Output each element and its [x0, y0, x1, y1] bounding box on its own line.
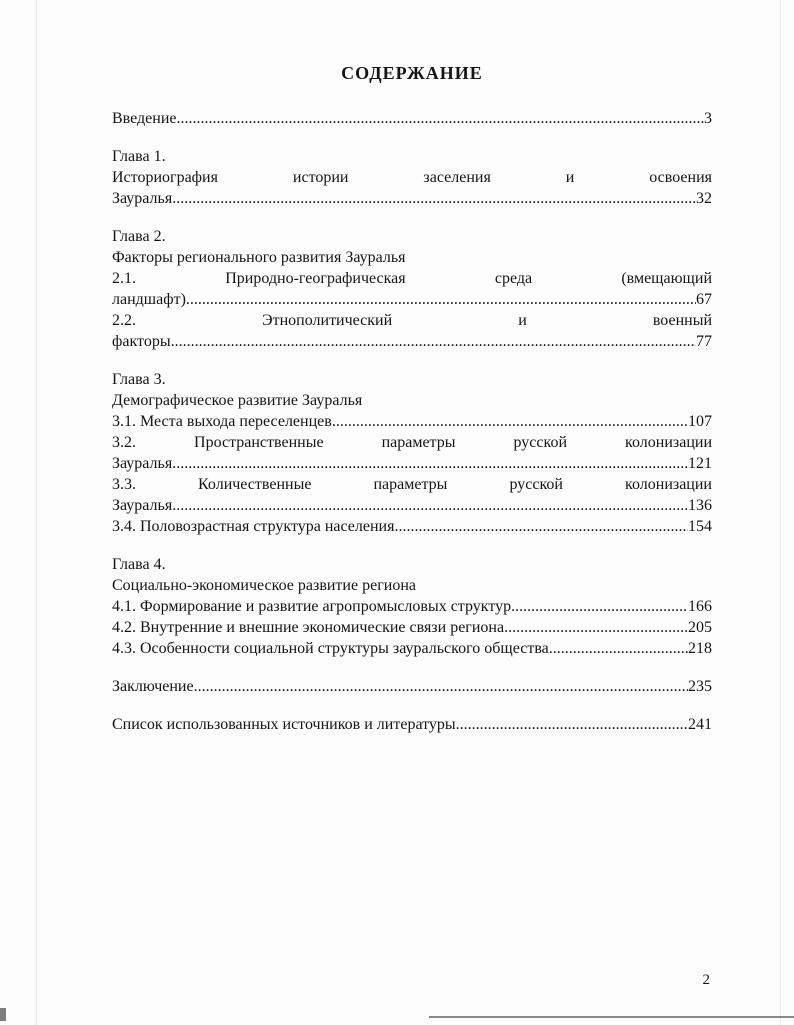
dot-leader [456, 714, 688, 735]
toc-line: Историография истории заселения и освоения [112, 169, 712, 186]
toc-line [112, 516, 712, 537]
toc-line [112, 638, 712, 659]
page-number: 2 [702, 972, 710, 988]
toc-line: Глава 4. [112, 556, 166, 573]
toc-entry-page: 241 [688, 716, 712, 733]
toc-line [112, 617, 712, 638]
toc-entry-text: Зауралья [112, 190, 173, 207]
toc-line [112, 411, 712, 432]
toc-line: 2.2. Этнополитический и военный [112, 312, 712, 329]
toc-line: 3.2. Пространственные параметры русской колонизации [112, 434, 712, 451]
toc-entry-page: 154 [688, 518, 712, 535]
toc-entry-page: 32 [696, 190, 712, 207]
dot-leader [332, 411, 688, 432]
dot-leader [186, 289, 696, 310]
toc-line [112, 676, 712, 697]
dot-leader [511, 596, 688, 617]
toc-content [112, 62, 712, 735]
toc-line [112, 453, 712, 474]
toc-entry-text: 3.4. Половозрастная структура населения [112, 518, 395, 535]
toc-line [112, 108, 712, 129]
toc-entry-page: 3 [704, 110, 712, 127]
scan-edge-bottom [429, 1016, 794, 1018]
toc-entry-text: Заключение [112, 678, 194, 695]
dot-leader [171, 331, 696, 352]
page-title: СОДЕРЖАНИЕ [341, 63, 483, 83]
dot-leader [194, 676, 688, 697]
dot-leader [177, 108, 705, 129]
toc-entry-text: Введение [112, 110, 177, 127]
scan-corner-mark [0, 1008, 6, 1021]
toc-line: Демографическое развитие Зауралья [112, 392, 363, 409]
toc-line [112, 188, 712, 209]
toc-line: Глава 1. [112, 148, 166, 165]
scan-edge-right [780, 0, 781, 1025]
dot-leader [172, 188, 696, 209]
toc-entry-page: 77 [696, 333, 712, 350]
dot-leader [504, 617, 688, 638]
dot-leader [172, 495, 688, 516]
toc [112, 108, 712, 735]
toc-line [112, 331, 712, 352]
toc-entry-page: 121 [688, 455, 712, 472]
toc-entry-page: 136 [688, 497, 712, 514]
toc-gap [112, 352, 712, 369]
toc-line: Глава 3. [112, 371, 166, 388]
toc-gap [112, 697, 712, 714]
toc-entry-page: 166 [688, 598, 712, 615]
toc-entry-text: 4.1. Формирование и развитие агропромысловых структур [112, 598, 512, 615]
toc-line: Глава 2. [112, 228, 166, 245]
toc-entry-text: Зауралья [112, 497, 173, 514]
dot-leader [394, 516, 688, 537]
toc-entry-text: Список использованных источников и литературы [112, 716, 456, 733]
dot-leader [172, 453, 688, 474]
toc-line: 3.3. Количественные параметры русской колонизации [112, 476, 712, 493]
toc-gap [112, 129, 712, 146]
toc-line [112, 596, 712, 617]
toc-line [112, 714, 712, 735]
toc-entry-page: 205 [688, 619, 712, 636]
scan-edge-left [36, 0, 37, 1025]
toc-line: Социально-экономическое развитие региона [112, 577, 416, 594]
toc-line [112, 495, 712, 516]
toc-entry-text: факторы [112, 333, 171, 350]
toc-gap [112, 209, 712, 226]
toc-entry-page: 235 [688, 678, 712, 695]
dot-leader [549, 638, 688, 659]
toc-line [112, 289, 712, 310]
toc-entry-text: Зауралья [112, 455, 173, 472]
toc-entry-text: 4.3. Особенности социальной структуры зауральского общества [112, 640, 549, 657]
toc-entry-page: 67 [696, 291, 712, 308]
toc-line: Факторы регионального развития Зауралья [112, 249, 406, 266]
toc-entry-text: ландшафт) [112, 291, 186, 308]
toc-entry-page: 218 [688, 640, 712, 657]
toc-entry-text: 4.2. Внутренние и внешние экономические связи региона [112, 619, 505, 636]
toc-gap [112, 537, 712, 554]
toc-entry-text: 3.1. Места выхода переселенцев [112, 413, 332, 430]
toc-entry-page: 107 [688, 413, 712, 430]
toc-line: 2.1. Природно-географическая среда (вмещающий [112, 270, 712, 287]
toc-gap [112, 659, 712, 676]
